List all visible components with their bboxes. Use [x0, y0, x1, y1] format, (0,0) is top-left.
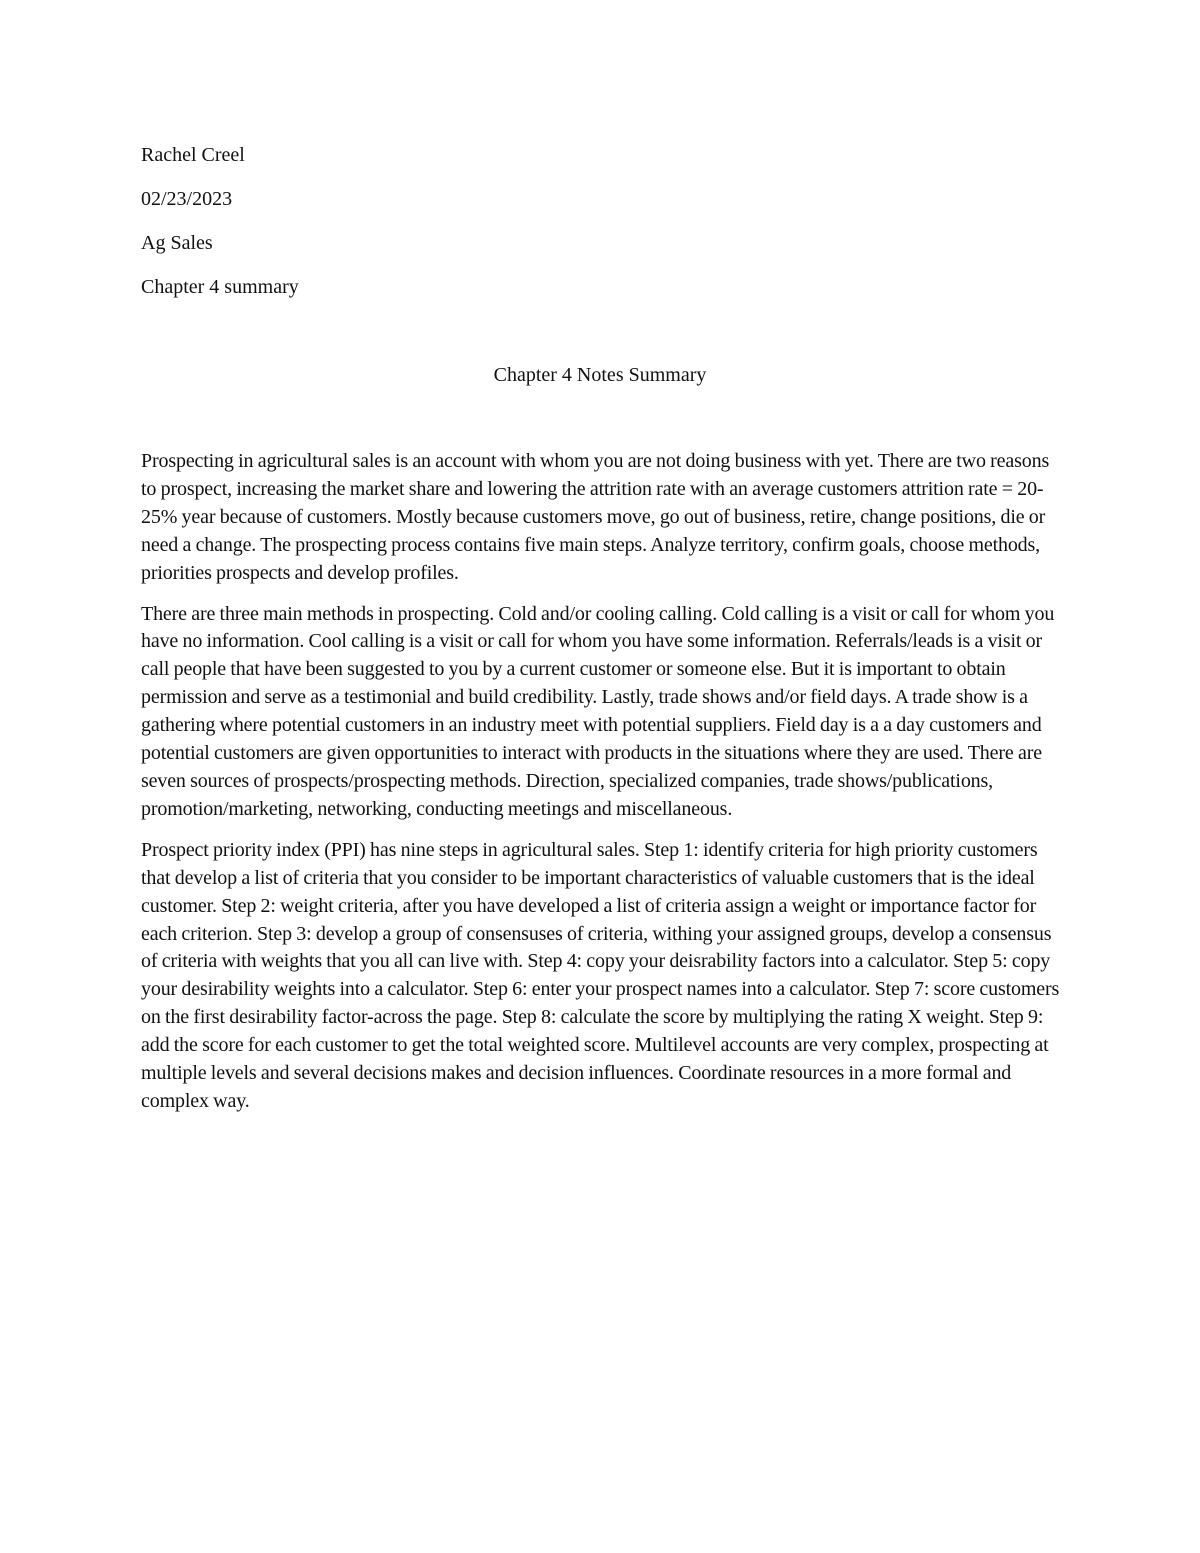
- paragraph-prospecting: Prospecting in agricultural sales is an account with whom you are not doing business with yet. There are two reasons to prospect, increasing the market share and lowering the attrition rate with an average customers attrition rate = 20-25% year because of customers. Mostly because customers move, go out of business, retire, change positions, die or need a change. The prospecting process contains five main steps. Analyze territory, confirm goals, choose methods, priorities prospects and develop profiles.: [141, 450, 1050, 584]
- assignment-name: Chapter 4 summary: [141, 276, 299, 298]
- course-name: Ag Sales: [141, 232, 213, 254]
- paragraph-methods: There are three main methods in prospecting. Cold and/or cooling calling. Cold calling is a visit or call for whom you have no information. Cool calling is a visit or call for whom you have some information. Referrals/leads is a visit or call people that have been suggested to you by a current customer or someone else. But it is important to obtain permission and serve as a testimonial and build credibility. Lastly, trade shows and/or field days. A trade show is a gathering where potential customers in an industry meet with potential suppliers. Field day is a a day customers and potential customers are given opportunities to interact with products in the situations where they are used. There are seven sources of prospects/prospecting methods. Direction, specialized companies, trade shows/publications, promotion/marketing, networking, conducting meetings and miscellaneous.: [141, 602, 1055, 820]
- document-body: [141, 448, 1061, 1129]
- paragraph-ppi: Prospect priority index (PPI) has nine steps in agricultural sales. Step 1: identify criteria for high priority customers that develop a list of criteria that you consider to be important characteristics of valuable customers that is the ideal customer. Step 2: weight criteria, after you have developed a list of criteria assign a weight or importance factor for each criterion. Step 3: develop a group of consensuses of criteria, withing your assigned groups, develop a consensus of criteria with weights that you all can live with. Step 4: copy your deisrability factors into a calculator. Step 5: copy your desirability weights into a calculator. Step 6: enter your prospect names into a calculator. Step 7: score customers on the first desirability factor-across the page. Step 8: calculate the score by multiplying the rating X weight. Step 9: add the score for each customer to get the total weighted score. Multilevel accounts are very complex, prospecting at multiple levels and several decisions makes and decision influences. Coordinate resources in a more formal and complex way.: [141, 838, 1060, 1112]
- author-name: Rachel Creel: [141, 144, 245, 166]
- document-title: Chapter 4 Notes Summary: [493, 364, 707, 386]
- document-header: [141, 140, 299, 316]
- document-date: 02/23/2023: [141, 188, 233, 210]
